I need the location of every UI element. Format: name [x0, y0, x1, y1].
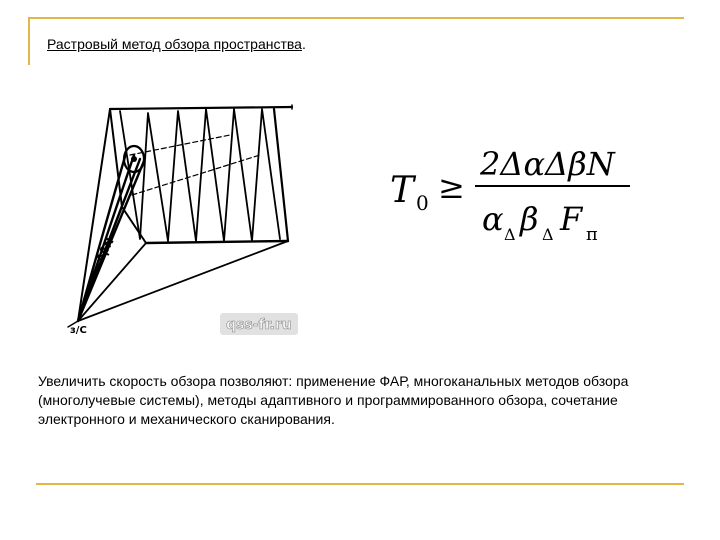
den-alpha: α — [482, 200, 504, 238]
formula-lhs-subscript: 0 — [416, 191, 429, 215]
watermark: qss-fr.ru — [226, 317, 292, 333]
body-paragraph: Увеличить скорость обзора позволяют: применение ФАР, многоканальных методов обзора (многолучевые системы), методы адаптивного и программированного обзора, сочетание электронного и механического сканирования. — [38, 373, 629, 427]
raster-zigzag — [120, 109, 280, 241]
scan-time-formula — [380, 130, 650, 260]
scan-dashed-line-2 — [132, 155, 260, 195]
formula-lhs: T — [390, 170, 415, 211]
bottom-rule — [36, 483, 684, 485]
scan-volume-right-edge — [274, 109, 288, 241]
den-f-sub: п — [586, 224, 598, 245]
den-beta: β — [520, 200, 539, 238]
den-beta-sub: Δ — [542, 225, 554, 244]
scan-volume-top-edge — [110, 107, 292, 109]
beam-cone — [78, 153, 144, 321]
watermark-group — [220, 313, 298, 335]
formula-relation: ≥ — [438, 168, 465, 206]
den-alpha-sub: Δ — [504, 225, 516, 244]
top-rule — [28, 17, 684, 19]
den-f: F — [560, 200, 583, 238]
raster-scan-diagram — [60, 95, 310, 340]
formula-numerator: 2ΔαΔβN — [480, 145, 615, 183]
slide-title — [47, 36, 306, 52]
left-rule — [28, 17, 30, 65]
slide-title-text: Растровый метод обзора пространства — [47, 36, 302, 52]
slide-title-suffix: . — [301, 36, 306, 52]
beam-label: ΔβN — [93, 235, 117, 265]
origin-label: з/С — [70, 325, 87, 336]
